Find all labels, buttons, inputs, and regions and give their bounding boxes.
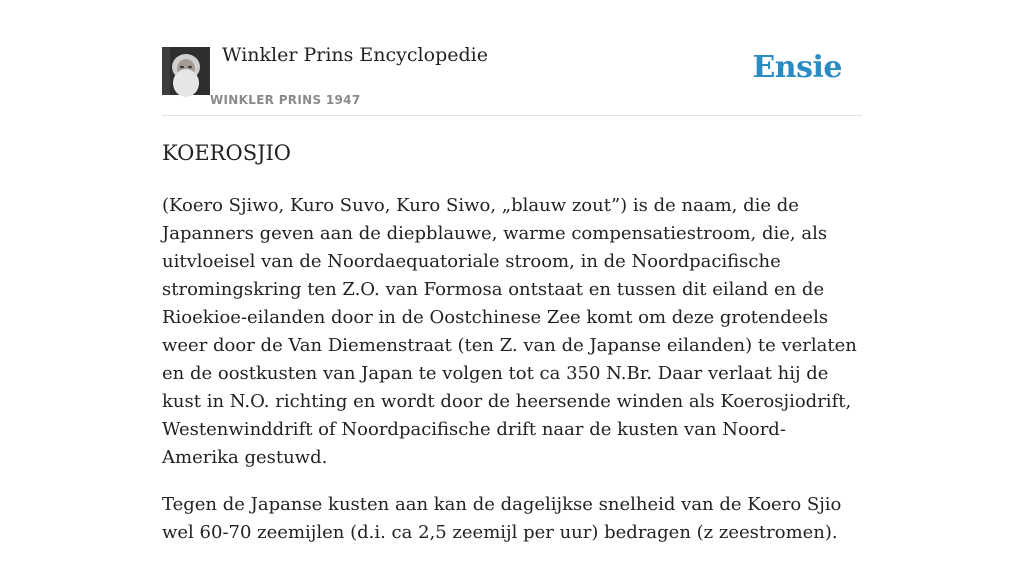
content-column [162,0,862,543]
article-body [162,192,862,566]
source-title[interactable]: Winkler Prins Encyclopedie [222,44,488,66]
source-subtitle[interactable]: WINKLER PRINS 1947 [210,93,361,107]
source-avatar[interactable] [162,47,210,95]
article-paragraph: (Koero Sjiwo, Kuro Suvo, Kuro Siwo, „blauw zout”) is de naam, die de Japanners geven aan de diepblauwe, warme compensatiestroom, die, als uitvloeisel van de Noordaequatoriale stroom, in de Noordpacifische stromingskring ten Z.O. van Formosa ontstaat en tussen dit eiland en de Rioekioe-eilanden door in de Oostchinese Zee komt om deze grotendeels weer door de Van Diemenstraat (ten Z. van de Japanse eilanden) te verlaten en de oostkusten van Japan te volgen tot ca 350 N.Br. Daar verlaat hij de kust in N.O. richting en wordt door de heersende winden als Koerosjiodrift, Westenwinddrift of Noordpacifische drift naar de kusten van Noord-Amerika gestuwd. [162,195,857,468]
brand-logo[interactable]: Ensie [752,50,842,85]
source-header [162,0,862,116]
portrait-image [162,47,210,95]
article-paragraph: Tegen de Japanse kusten aan kan de dagelijkse snelheid van de Koero Sjio wel 60-70 zeemijlen (d.i. ca 2,5 zeemijl per uur) bedragen (z zeestromen). [162,494,842,543]
article-title: KOEROSJIO [162,141,292,165]
